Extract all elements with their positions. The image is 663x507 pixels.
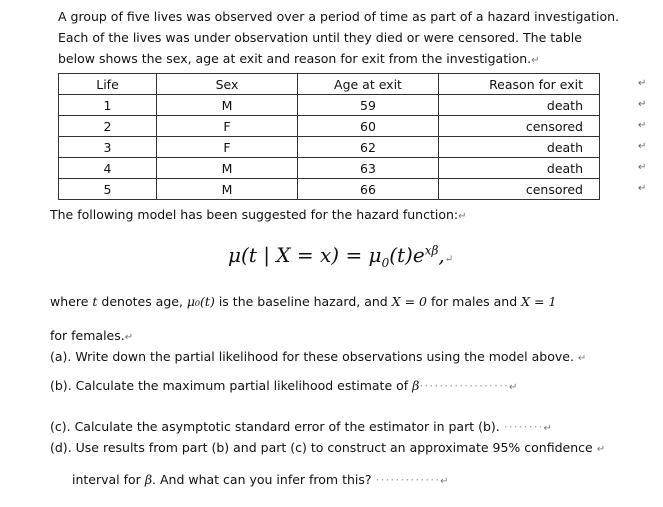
formula-tail: , xyxy=(438,243,445,267)
cell-sex: F xyxy=(157,137,298,158)
paragraph-mark: ↵ xyxy=(531,55,540,66)
header-sex: Sex xyxy=(157,74,298,95)
table-row xyxy=(59,137,600,158)
intro-line-1: A group of five lives was observed over a period of time as part of a hazard investigation. xyxy=(58,9,619,24)
cell-reason: censored xyxy=(439,179,600,200)
table-header-row xyxy=(59,74,600,95)
cell-age: 59 xyxy=(298,95,439,116)
table-row xyxy=(59,158,600,179)
model-intro-line: The following model has been suggested for the hazard function:↵ xyxy=(50,207,467,222)
question-d-line-1: (d). Use results from part (b) and part (c) to construct an approximate 95% confidence ↵ xyxy=(50,440,606,455)
cell-life: 1 xyxy=(59,95,157,116)
cell-age: 63 xyxy=(298,158,439,179)
where-line-continued: for females.↵ xyxy=(50,328,134,343)
row-end-mark: ↵ xyxy=(638,78,647,89)
question-d-line-2: interval for β. And what can you infer from this? ·············↵ xyxy=(72,472,449,487)
table-row xyxy=(59,116,600,137)
row-end-mark: ↵ xyxy=(638,162,647,173)
hazard-formula: μ(t | $X = x) = \mu_0(t)e^{x\beta},↵$ xyxy=(228,243,454,270)
cell-life: 5 xyxy=(59,179,157,200)
cell-age: 60 xyxy=(298,116,439,137)
intro-line-3: below shows the sex, age at exit and reason for exit from the investigation.↵ xyxy=(58,51,540,66)
formula-mid: (t)e xyxy=(389,243,425,267)
cell-reason: death xyxy=(439,158,600,179)
formula-exponent: xβ xyxy=(424,243,439,258)
where-line: where t denotes age, μ₀(t) is the baseline hazard, and X = 0 for males and X = 1 xyxy=(50,294,557,309)
cell-age: 62 xyxy=(298,137,439,158)
intro-line-2: Each of the lives was under observation until they died or were censored. The table xyxy=(58,30,582,45)
cell-sex: M xyxy=(157,179,298,200)
cell-life: 3 xyxy=(59,137,157,158)
formula-subscript: 0 xyxy=(381,256,390,270)
question-b: (b). Calculate the maximum partial likelihood estimate of β··················↵ xyxy=(50,378,518,393)
cell-reason: death xyxy=(439,137,600,158)
cell-age: 66 xyxy=(298,179,439,200)
formula-lhs: μ(t | X = x) = μ xyxy=(228,243,382,267)
table-row xyxy=(59,95,600,116)
table-row xyxy=(59,179,600,200)
cell-reason: death xyxy=(439,95,600,116)
header-age-at-exit: Age at exit xyxy=(298,74,439,95)
question-c: (c). Calculate the asymptotic standard error of the estimator in part (b). ········↵ xyxy=(50,419,552,434)
cell-life: 2 xyxy=(59,116,157,137)
cell-sex: F xyxy=(157,116,298,137)
question-a: (a). Write down the partial likelihood for these observations using the model above. ↵ xyxy=(50,349,587,364)
cell-reason: censored xyxy=(439,116,600,137)
header-reason-for-exit: Reason for exit xyxy=(439,74,600,95)
row-end-mark: ↵ xyxy=(638,183,647,194)
intro-paragraph xyxy=(58,6,643,71)
row-end-mark: ↵ xyxy=(638,141,647,152)
cell-sex: M xyxy=(157,95,298,116)
row-end-mark: ↵ xyxy=(638,99,647,110)
row-end-mark: ↵ xyxy=(638,120,647,131)
header-life: Life xyxy=(59,74,157,95)
lives-table xyxy=(58,73,600,200)
cell-sex: M xyxy=(157,158,298,179)
cell-life: 4 xyxy=(59,158,157,179)
